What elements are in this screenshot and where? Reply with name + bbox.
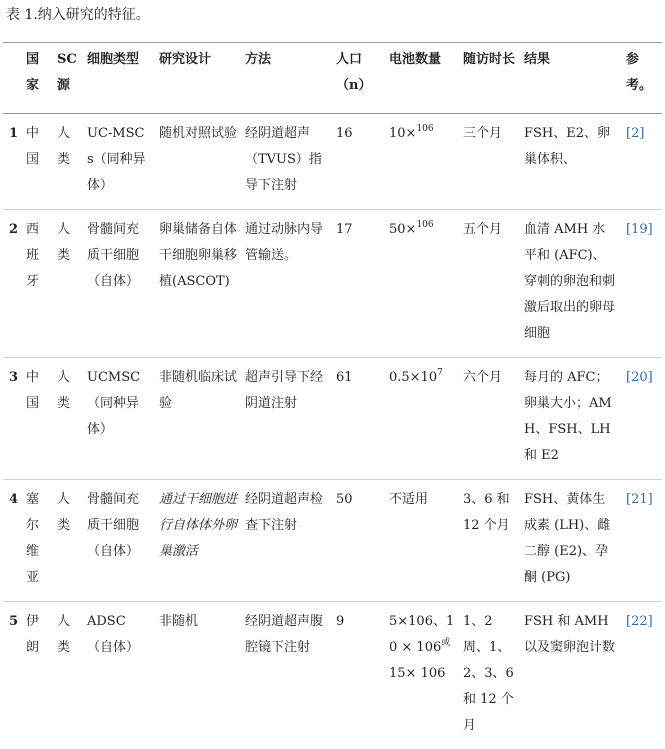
results-cell: 血清 AMH 水平和 (AFC)、穿刺的卵泡和刺激后取出的卵母细胞	[520, 210, 622, 358]
reference-link[interactable]: [20]	[622, 358, 662, 480]
study-design-cell: 随机对照试验	[155, 114, 241, 210]
dose-exponent: 7	[437, 368, 443, 378]
method-cell: 经阴道超声（TVUS）指导下注射	[241, 114, 332, 210]
sc-source-cell: 人类	[53, 210, 83, 358]
dose-base: 50×	[389, 222, 416, 237]
followup-cell: 三个月	[459, 114, 520, 210]
cell-count-cell	[385, 114, 459, 210]
method-cell: 经阴道超声腹腔镜下注射	[241, 602, 332, 749]
dose-or-marker: 或	[441, 638, 450, 648]
sc-source-cell: 人类	[53, 114, 83, 210]
cell-type-cell: 骨髓间充质干细胞（自体）	[83, 210, 155, 358]
table-row	[3, 602, 662, 749]
table-row	[3, 480, 662, 602]
header-method: 方法	[241, 43, 332, 114]
results-cell: FSH 和 AMH 以及窦卵泡计数	[520, 602, 622, 749]
characteristics-table	[3, 43, 662, 749]
country-cell: 伊朗	[22, 602, 53, 749]
row-number: 2	[3, 210, 22, 358]
study-design-cell: 通过干细胞进行自体体外卵巢激活	[155, 480, 241, 602]
reference-link[interactable]: [19]	[622, 210, 662, 358]
dose-exponent: 106	[416, 124, 433, 134]
population-cell: 9	[332, 602, 385, 749]
cell-type-cell: UC-MSCs（同种异体）	[83, 114, 155, 210]
row-number: 5	[3, 602, 22, 749]
cell-type-cell: ADSC（自体）	[83, 602, 155, 749]
header-results: 结果	[520, 43, 622, 114]
header-row	[3, 43, 662, 114]
method-cell: 超声引导下经阴道注射	[241, 358, 332, 480]
header-cell-count: 电池数量	[385, 43, 459, 114]
reference-link[interactable]: [21]	[622, 480, 662, 602]
cell-count-cell	[385, 210, 459, 358]
population-cell: 61	[332, 358, 385, 480]
dose-base: 10×	[389, 126, 416, 141]
header-cell-type: 细胞类型	[83, 43, 155, 114]
cell-type-cell: 骨髓间充质干细胞（自体）	[83, 480, 155, 602]
method-cell: 通过动脉内导管输送。	[241, 210, 332, 358]
results-cell: FSH、黄体生成素 (LH)、雌二醇 (E2)、孕酮 (PG)	[520, 480, 622, 602]
header-population: 人口（n）	[332, 43, 385, 114]
followup-cell: 3、6 和 12 个月	[459, 480, 520, 602]
country-cell: 中国	[22, 358, 53, 480]
cell-type-cell: UCMSC（同种异体）	[83, 358, 155, 480]
followup-cell: 1、2 周、1、2、3、6 和 12 个月	[459, 602, 520, 749]
table-row	[3, 114, 662, 210]
sc-source-cell: 人类	[53, 480, 83, 602]
sc-source-cell: 人类	[53, 358, 83, 480]
population-cell: 50	[332, 480, 385, 602]
cell-count-cell	[385, 358, 459, 480]
dose-tail: 15× 106	[389, 666, 445, 681]
country-cell: 中国	[22, 114, 53, 210]
table-row	[3, 358, 662, 480]
method-cell: 经阴道超声检查下注射	[241, 480, 332, 602]
country-cell: 西班牙	[22, 210, 53, 358]
study-design-cell: 非随机临床试验	[155, 358, 241, 480]
sc-source-cell: 人类	[53, 602, 83, 749]
dose-exponent: 106	[416, 220, 433, 230]
results-cell: 每月的 AFC；卵巢大小；AMH、FSH、LH 和 E2	[520, 358, 622, 480]
table-row	[3, 210, 662, 358]
row-number: 4	[3, 480, 22, 602]
cell-count-cell	[385, 602, 459, 749]
header-num	[3, 43, 22, 114]
study-design-cell: 非随机	[155, 602, 241, 749]
row-number: 3	[3, 358, 22, 480]
country-cell: 塞尔维亚	[22, 480, 53, 602]
reference-link[interactable]: [2]	[622, 114, 662, 210]
followup-cell: 六个月	[459, 358, 520, 480]
header-followup: 随访时长	[459, 43, 520, 114]
population-cell: 16	[332, 114, 385, 210]
dose-base: 不适用	[389, 492, 428, 507]
followup-cell: 五个月	[459, 210, 520, 358]
dose-base: 0.5×10	[389, 370, 437, 385]
header-reference: 参考。	[622, 43, 662, 114]
cell-count-cell	[385, 480, 459, 602]
header-sc-source: SC源	[53, 43, 83, 114]
row-number: 1	[3, 114, 22, 210]
dose-base: 5×106、10 × 106	[389, 614, 454, 655]
header-study-design: 研究设计	[155, 43, 241, 114]
study-design-cell: 卵巢储备自体干细胞卵巢移植(ASCOT)	[155, 210, 241, 358]
table-caption: 表 1.纳入研究的特征。	[3, 0, 662, 24]
reference-link[interactable]: [22]	[622, 602, 662, 749]
results-cell: FSH、E2、卵巢体积、	[520, 114, 622, 210]
header-country: 国家	[22, 43, 53, 114]
population-cell: 17	[332, 210, 385, 358]
